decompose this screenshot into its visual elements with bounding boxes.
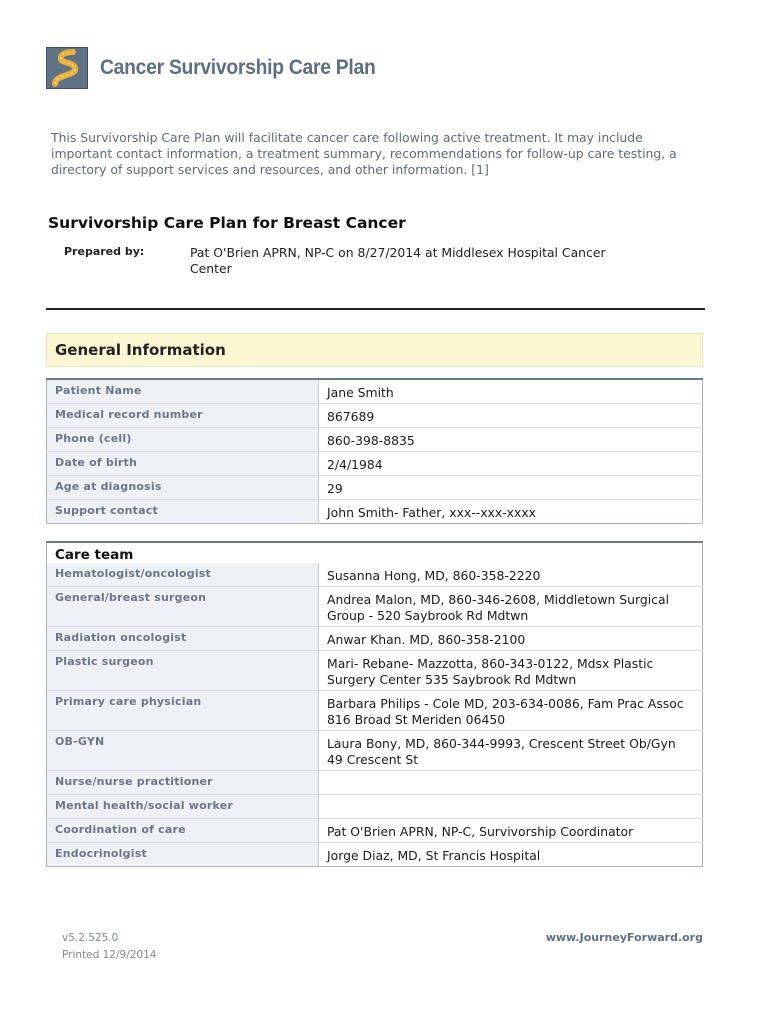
general-info-row — [47, 404, 703, 428]
field-label: Coordination of care — [47, 819, 319, 843]
field-value — [319, 843, 703, 867]
field-value-text: Jorge Diaz, MD, St Francis Hospital — [327, 848, 541, 863]
field-value-text: Mari- Rebane- Mazzotta, 860-343-0122, Mdsx Plastic Surgery Center 535 Saybrook Rd Mdtwn — [327, 656, 654, 687]
care-team-row — [47, 795, 703, 819]
field-value-text — [327, 776, 694, 792]
general-info-row — [47, 452, 703, 476]
field-value — [319, 651, 703, 691]
field-value — [319, 587, 703, 627]
general-info-row — [47, 379, 703, 404]
field-label: Support contact — [47, 500, 319, 524]
prepared-by-label: Prepared by: — [64, 245, 145, 258]
intro-text: This Survivorship Care Plan will facilitate cancer care following active treatment. It may include important contact information, a treatment summary, recommendations for follow-up care testing, a directory of support services and resources, and other information. [1] — [51, 130, 677, 177]
field-value — [319, 452, 703, 476]
field-label: General/breast surgeon — [47, 587, 319, 627]
care-team-row — [47, 627, 703, 651]
field-label: Radiation oncologist — [47, 627, 319, 651]
general-info-row — [47, 476, 703, 500]
field-label: Patient Name — [47, 379, 319, 404]
field-value-text: 867689 — [327, 409, 375, 424]
field-value-text: Laura Bony, MD, 860-344-9993, Crescent Street Ob/Gyn 49 Crescent St — [327, 736, 676, 767]
field-label: Endocrinolgist — [47, 843, 319, 867]
field-label: Primary care physician — [47, 691, 319, 731]
field-value — [319, 476, 703, 500]
field-value-text: 2/4/1984 — [327, 457, 383, 472]
field-value-text: Jane Smith — [327, 385, 394, 400]
footer-meta — [62, 930, 156, 964]
care-team-table — [46, 541, 703, 867]
general-info-row — [47, 500, 703, 524]
field-value — [319, 500, 703, 524]
website-link[interactable]: www.JourneyForward.org — [545, 931, 703, 944]
care-team-row — [47, 843, 703, 867]
care-team-row — [47, 691, 703, 731]
header — [46, 47, 399, 89]
document-title: Survivorship Care Plan for Breast Cancer — [48, 214, 406, 232]
field-value-text: Barbara Philips - Cole MD, 203-634-0086, Fam Prac Assoc 816 Broad St Meriden 06450 — [327, 696, 684, 727]
field-value — [319, 627, 703, 651]
care-team-row — [47, 731, 703, 771]
field-label: Age at diagnosis — [47, 476, 319, 500]
care-team-row — [47, 819, 703, 843]
field-value — [319, 379, 703, 404]
field-value-text: John Smith- Father, xxx--xxx-xxxx — [327, 505, 537, 520]
care-team-row — [47, 651, 703, 691]
general-info-row — [47, 428, 703, 452]
divider — [46, 308, 705, 310]
field-value — [319, 795, 703, 819]
field-value-text: 860-398-8835 — [327, 433, 415, 448]
field-value-text: Andrea Malon, MD, 860-346-2608, Middletown Surgical Group - 520 Saybrook Rd Mdtwn — [327, 592, 670, 623]
field-label: Hematologist/oncologist — [47, 563, 319, 587]
general-information-table — [46, 378, 703, 524]
field-value — [319, 404, 703, 428]
field-value — [319, 771, 703, 795]
general-information-header — [46, 333, 703, 367]
printed-date: Printed 12/9/2014 — [62, 949, 157, 961]
field-value — [319, 691, 703, 731]
field-value-text: Susanna Hong, MD, 860-358-2220 — [327, 568, 541, 583]
care-team-title: Care team — [47, 542, 703, 563]
field-value — [319, 563, 703, 587]
field-value-text — [327, 800, 694, 816]
field-label: Nurse/nurse practitioner — [47, 771, 319, 795]
prepared-by-value: Pat O'Brien APRN, NP-C on 8/27/2014 at Middlesex Hospital Cancer Center — [190, 245, 606, 276]
care-team-row — [47, 587, 703, 627]
field-value — [319, 731, 703, 771]
version-label: v5.2.525.0 — [62, 932, 119, 944]
general-information-title: General Information — [55, 341, 226, 359]
field-label: Date of birth — [47, 452, 319, 476]
field-value — [319, 819, 703, 843]
field-value-text: 29 — [327, 481, 343, 496]
field-value — [319, 428, 703, 452]
winding-road-icon — [46, 47, 88, 89]
field-value-text: Pat O'Brien APRN, NP-C, Survivorship Coordinator — [327, 824, 634, 839]
care-team-row — [47, 771, 703, 795]
care-team-row — [47, 563, 703, 587]
brand-title: Cancer Survivorship Care Plan — [100, 56, 376, 79]
field-label: OB-GYN — [47, 731, 319, 771]
field-value-text: Anwar Khan. MD, 860-358-2100 — [327, 632, 526, 647]
field-label: Phone (cell) — [47, 428, 319, 452]
field-label: Plastic surgeon — [47, 651, 319, 691]
care-team-header-row — [47, 542, 703, 563]
field-label: Mental health/social worker — [47, 795, 319, 819]
field-label: Medical record number — [47, 404, 319, 428]
